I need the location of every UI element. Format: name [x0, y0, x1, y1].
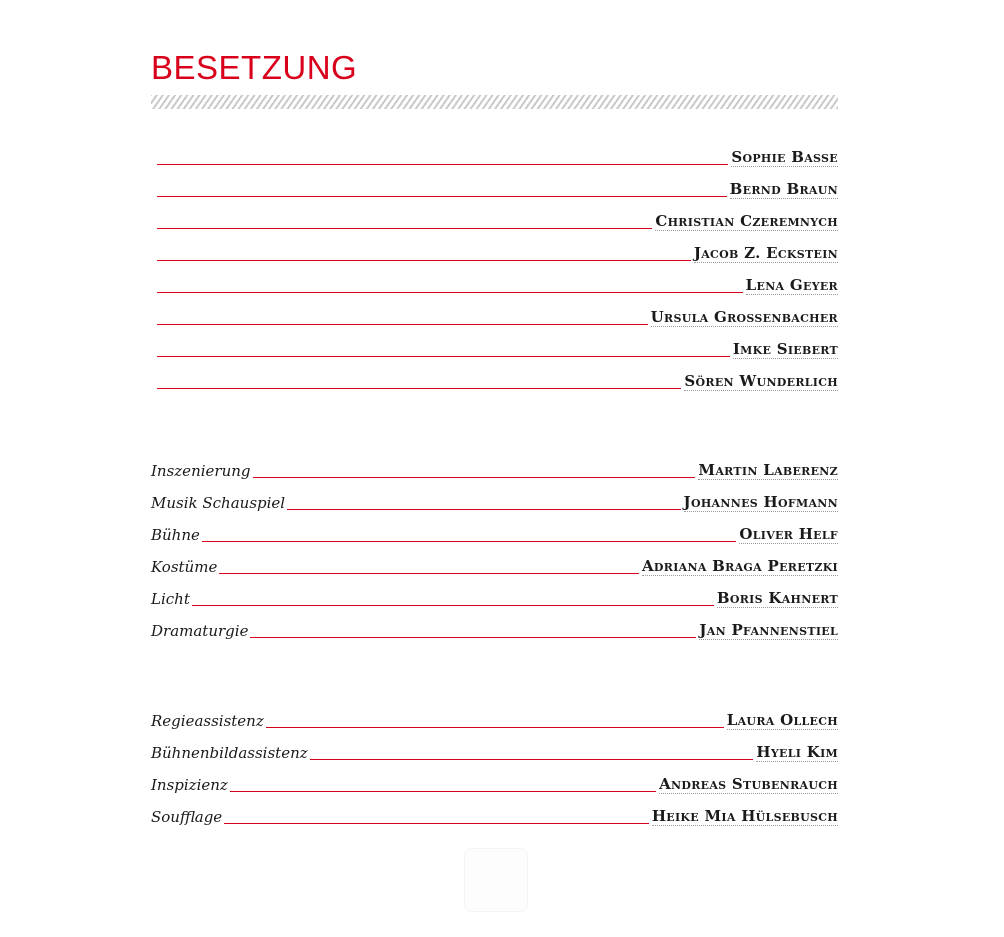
- credit-name: Oliver Helf: [739, 525, 838, 543]
- leader-line: [157, 260, 691, 261]
- page-title: BESETZUNG: [151, 49, 358, 86]
- leader-line: [250, 637, 696, 638]
- creative-team-list: [151, 448, 838, 640]
- credit-name: Jan Pfannenstiel: [699, 621, 838, 639]
- credit-name: Johannes Hofmann: [683, 493, 838, 511]
- cast-row: [151, 359, 838, 391]
- credit-name: Andreas Stubenrauch: [659, 775, 838, 793]
- credit-row: [151, 608, 838, 640]
- cast-name: Christian Czeremnych: [655, 212, 838, 230]
- credit-row: [151, 576, 838, 608]
- leader-line: [230, 791, 656, 792]
- cast-row: [151, 199, 838, 231]
- credit-role: Bühnenbildassistenz: [151, 744, 308, 762]
- cast-name: Bernd Braun: [729, 180, 838, 198]
- credit-row: [151, 448, 838, 480]
- cast-name: Ursula Grossenbacher: [650, 308, 838, 326]
- credit-row: [151, 794, 838, 826]
- leader-line: [157, 292, 743, 293]
- leader-line: [157, 388, 681, 389]
- credit-role: Kostüme: [151, 558, 218, 576]
- cast-row: [151, 167, 838, 199]
- credit-name: Adriana Braga Peretzki: [641, 557, 838, 575]
- hatched-divider: [151, 95, 838, 109]
- leader-line: [157, 324, 648, 325]
- cast-name: Sören Wunderlich: [684, 372, 838, 390]
- cast-list: [151, 135, 838, 391]
- assistants-list: [151, 698, 838, 826]
- leader-line: [287, 509, 680, 510]
- credit-role: Licht: [151, 590, 190, 608]
- credit-role: Dramaturgie: [151, 622, 249, 640]
- leader-line: [224, 823, 649, 824]
- credit-name: Boris Kahnert: [716, 589, 838, 607]
- credit-row: [151, 512, 838, 544]
- credit-role: Inspizienz: [151, 776, 228, 794]
- cast-row: [151, 231, 838, 263]
- credit-name: Laura Ollech: [726, 711, 838, 729]
- credit-row: [151, 480, 838, 512]
- credit-role: Regieassistenz: [151, 712, 264, 730]
- credit-role: Soufflage: [151, 808, 223, 826]
- cast-name: Sophie Basse: [731, 148, 838, 166]
- credit-row: [151, 544, 838, 576]
- cast-row: [151, 263, 838, 295]
- credit-role: Bühne: [151, 526, 200, 544]
- cast-name: Jacob Z. Eckstein: [693, 244, 838, 262]
- credit-row: [151, 730, 838, 762]
- leader-line: [310, 759, 754, 760]
- credit-name: Martin Laberenz: [698, 461, 838, 479]
- credit-name: Hyeli Kim: [756, 743, 838, 761]
- leader-line: [253, 477, 696, 478]
- cast-row: [151, 295, 838, 327]
- credit-row: [151, 762, 838, 794]
- leader-line: [157, 164, 728, 165]
- leader-line: [202, 541, 736, 542]
- leader-line: [157, 196, 727, 197]
- faint-stamp-mark: [464, 848, 528, 912]
- leader-line: [157, 356, 730, 357]
- cast-row: [151, 327, 838, 359]
- cast-name: Lena Geyer: [745, 276, 838, 294]
- leader-line: [192, 605, 714, 606]
- credit-name: Heike Mia Hülsebusch: [651, 807, 838, 825]
- cast-row: [151, 135, 838, 167]
- leader-line: [266, 727, 724, 728]
- leader-line: [157, 228, 652, 229]
- leader-line: [219, 573, 639, 574]
- credit-row: [151, 698, 838, 730]
- cast-name: Imke Siebert: [732, 340, 838, 358]
- credit-role: Inszenierung: [151, 462, 251, 480]
- credit-role: Musik Schauspiel: [151, 494, 286, 512]
